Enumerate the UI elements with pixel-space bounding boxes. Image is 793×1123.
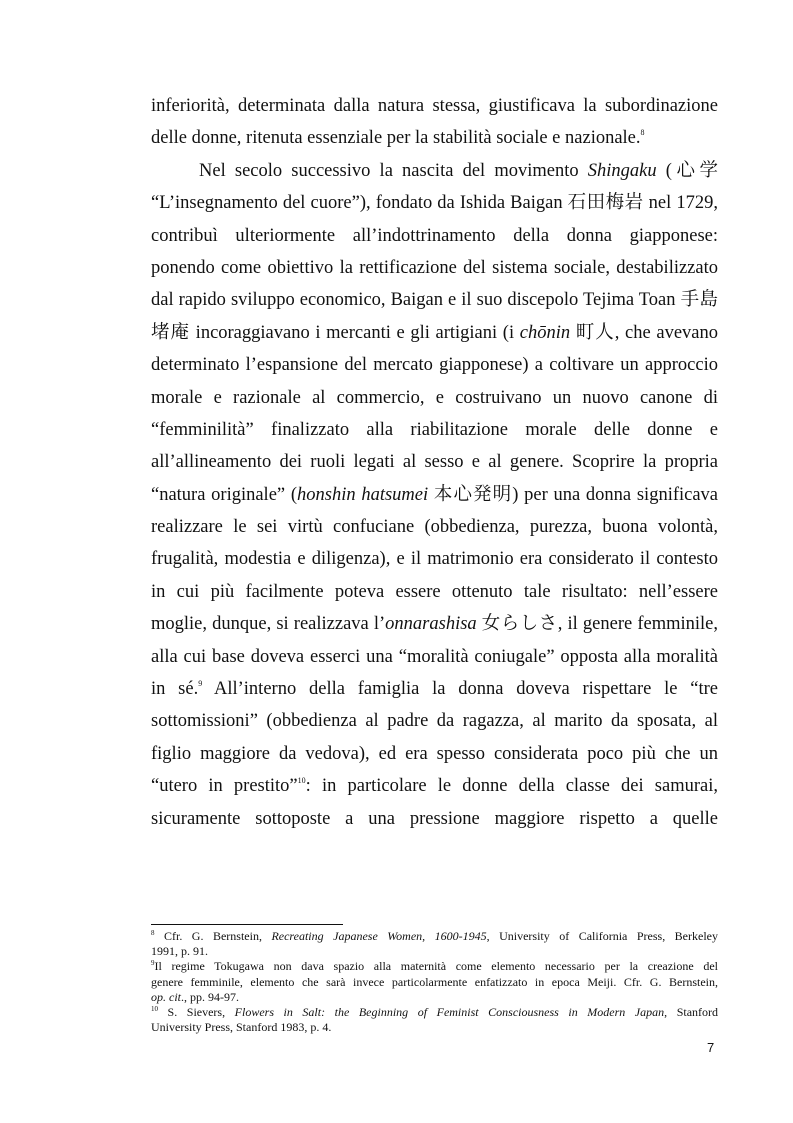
text-line: all’allineamento dei ruoli legati al sesso e al genere. Scoprire la propria [151, 452, 718, 473]
text-line: “femminilità” finalizzato alla riabilitazione morale delle donne e [151, 419, 718, 440]
text-line: “L’insegnamento del cuore”), fondato da Ishida Baigan 石田梅岩 nel 1729, [151, 193, 718, 214]
footnote-ref[interactable]: 9 [198, 679, 203, 689]
text-line: sicuramente sottoposte a una pressione maggiore rispetto a quelle [151, 808, 718, 829]
footnotes [151, 929, 718, 1035]
text-line: contribuì ulteriormente all’indottrinamento della donna giapponese: [151, 225, 718, 246]
footnote-separator [151, 924, 343, 925]
text-line: moglie, dunque, si realizzava l’onnarashisa 女らしさ, il genere femminile, [151, 614, 718, 635]
text-line: alla cui base doveva esserci una “moralità coniugale” opposta alla moralità [151, 646, 718, 667]
footnote-ref[interactable]: 10 [297, 776, 306, 786]
page-number: 7 [707, 1040, 715, 1055]
text-line: in cui più facilmente poteva essere ottenuto tale risultato: nell’essere [151, 581, 718, 602]
footnote-line: $^8$ Cfr. G. Bernstein, Recreating Japanese Women, 1600-1945, University of California Press, Berkeley [151, 929, 718, 943]
footnote-line: University Press, Stanford 1983, p. 4. [151, 1020, 332, 1035]
body-text [151, 90, 718, 835]
text-line: morale e razionale al commercio, e costruivano un nuovo canone di [151, 387, 718, 408]
text-line: “natura originale” (honshin hatsumei 本心発明) per una donna significava [151, 484, 719, 505]
footnote-ref[interactable]: 8 [640, 128, 645, 138]
text-line: sottomissioni” (obbedienza al padre da ragazza, al marito da sposata, al [151, 711, 718, 732]
footnote-line: $^9$Il regime Tokugawa non dava spazio alla maternità come elemento necessario per la creazione del [151, 959, 718, 974]
text-line: Nel secolo successivo la nascita del movimento Shingaku (心学 [199, 160, 718, 181]
text-line: figlio maggiore da vedova), ed era spesso considerata poco più che un [151, 743, 718, 764]
text-line: frugalità, modestia e diligenza), e il matrimonio era considerato il contesto [151, 549, 718, 570]
text-line: determinato l’espansione del mercato giapponese) a coltivare un approccio [151, 355, 718, 376]
text-line: 堵庵 incoraggiavano i mercanti e gli artigiani (i chōnin 町人, che avevano [151, 322, 718, 343]
footnote-line: $^{10}$ S. Sievers, Flowers in Salt: the Beginning of Feminist Consciousness in Modern Japan, Stanford [151, 1004, 719, 1019]
text-line: inferiorità, determinata dalla natura stessa, giustificava la subordinazione [151, 96, 718, 116]
text-line: in sé.$^9$ All’interno della famiglia la donna doveva rispettare le “tre [151, 679, 718, 700]
text-line: dal rapido sviluppo economico, Baigan e il suo discepolo Tejima Toan 手島 [151, 290, 718, 311]
footnote-line: 1991, p. 91. [151, 944, 208, 959]
text-line: realizzare le sei virtù confuciane (obbedienza, purezza, buona volontà, [151, 517, 718, 538]
text-line: “utero in prestito”$^{10}$: in particolare le donne della classe dei samurai, [151, 776, 718, 797]
footnote-line: op. cit., pp. 94-97. [151, 989, 239, 1004]
text-line: delle donne, ritenuta essenziale per la stabilità sociale e nazionale.$^8$ [151, 128, 645, 149]
footnote-line: genere femminile, elemento che sarà invece particolarmente enfatizzato in epoca Meiji. Cfr. G. Bernstein, [151, 974, 718, 989]
text-line: ponendo come obiettivo la rettificazione del sistema sociale, destabilizzato [151, 257, 718, 278]
